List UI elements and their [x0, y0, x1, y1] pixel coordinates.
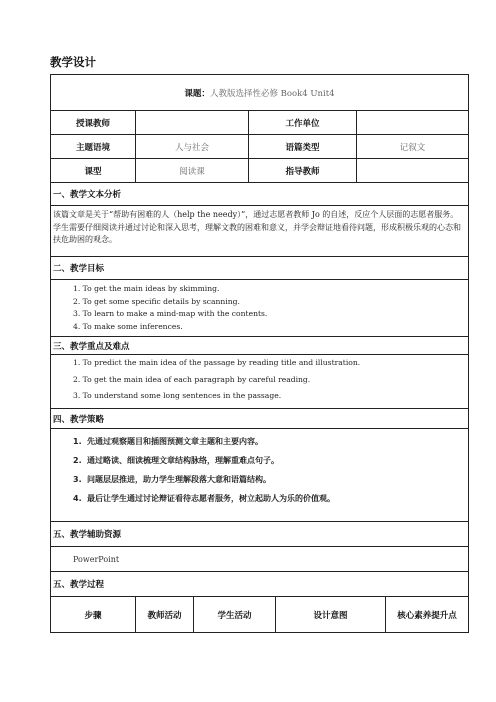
info-label: 授课教师: [75, 118, 110, 129]
strategy-list: [51, 429, 468, 515]
section-title: 一、教学文本分析: [53, 190, 122, 200]
info-label: 指导教师: [248, 159, 356, 182]
info-value: 人与社会: [135, 135, 248, 158]
list-item: 3. To learn to make a mind-map with the contents.: [73, 309, 268, 318]
list-item: 2. 通过略读、细读梳理文章结构脉络，理解重难点句子。: [73, 456, 279, 465]
column-header: 核心素养提升点: [385, 597, 468, 632]
info-row-context: [50, 135, 469, 159]
column-header: 教师活动: [135, 597, 193, 632]
section-resources-body: [50, 547, 469, 572]
column-header: 步骤: [84, 610, 102, 621]
info-row-type: [50, 159, 469, 183]
section-strategy-body: [50, 429, 469, 522]
info-value: 记叙文: [356, 135, 468, 158]
list-item: 1. To get the main ideas by skimming.: [73, 284, 220, 293]
resources-value: PowerPoint: [73, 554, 120, 564]
info-label: 课型: [84, 166, 102, 177]
topic-label: 课题：: [184, 88, 210, 99]
list-item: 3. 问题层层推进，助力学生理解段落大意和语篇结构。: [73, 475, 271, 484]
section-keypoints-header: [50, 337, 469, 355]
section-analysis-header: [50, 183, 469, 206]
analysis-text: 该篇文章是关于“帮助有困难的人（help the needy）”，通过志愿者教师 Jo 的自述，反应个人层面的志愿者服务。学生需要仔细阅读并通过讨论和深入思考，理解文教的困难和意义，并学会辩证地看待问题，形成积极乐观的心态和扶危助困的观念。: [53, 210, 461, 244]
lesson-plan-table: [50, 74, 469, 633]
info-value: 阅读课: [135, 159, 248, 182]
info-value: [356, 111, 468, 134]
section-analysis-body: [50, 206, 469, 257]
info-value: [135, 111, 248, 134]
info-label: 语篇类型: [248, 135, 356, 158]
keypoints-list: [51, 355, 468, 410]
list-item: 2. To get some specific details by scanning.: [73, 296, 240, 306]
info-label: 主题语境: [75, 142, 110, 153]
section-keypoints-body: [50, 355, 469, 409]
list-item: 2. To get the main idea of each paragraph by careful reading.: [73, 374, 311, 384]
list-item: 4. To make some inferences.: [73, 321, 183, 331]
section-title: 二、教学目标: [53, 264, 105, 274]
section-strategy-header: [50, 409, 469, 429]
section-objectives-header: [50, 257, 469, 280]
list-item: 1. To predict the main idea of the passage by reading title and illustration.: [73, 358, 361, 367]
info-value: [356, 159, 468, 182]
list-item: 3. To understand some long sentences in the passage.: [73, 391, 282, 400]
section-resources-header: [50, 522, 469, 547]
list-item: 1. 先通过观察题目和插图预测文章主题和主要内容。: [73, 437, 263, 446]
topic-value: 人教版选择性必修 Book4 Unit4: [209, 88, 335, 99]
column-header: 学生活动: [193, 597, 275, 632]
section-title: 五、教学辅助资源: [53, 530, 122, 540]
section-title: 五、教学过程: [53, 580, 105, 590]
section-title: 三、教学重点及难点: [53, 341, 130, 352]
list-item: 4. 最后让学生通过讨论辩证看待志愿者服务，树立起助人为乐的价值观。: [73, 494, 335, 503]
objectives-list: [51, 280, 468, 336]
section-title: 四、教学策略: [53, 414, 105, 425]
topic-row: [50, 74, 469, 111]
info-row-teacher: [50, 111, 469, 135]
process-header-row: [50, 597, 469, 633]
column-header: 设计意图: [275, 597, 385, 632]
section-process-header: [50, 572, 469, 597]
info-label: 工作单位: [248, 111, 356, 134]
section-objectives-body: [50, 280, 469, 337]
document-title: 教学设计: [50, 55, 96, 69]
